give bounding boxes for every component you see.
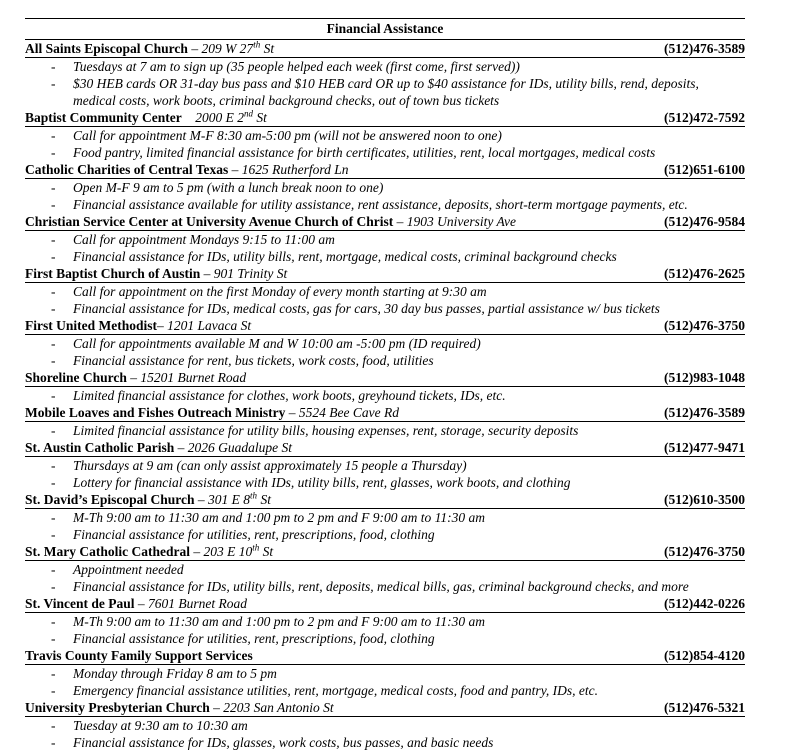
- bullet-item: [25, 248, 745, 265]
- address-ordinal-suffix: th: [253, 39, 261, 50]
- organization-header: [25, 699, 745, 717]
- bullet-item: [25, 526, 745, 543]
- organization-address: 15201 Burnet Road: [140, 370, 247, 385]
- organization-phone: (512)476-3750: [664, 318, 745, 333]
- bullet-item: [25, 300, 745, 317]
- organization-address: 1201 Lavaca St: [167, 318, 252, 333]
- organization-address: 2026 Guadalupe St: [187, 440, 293, 455]
- bullet-item: [25, 474, 745, 491]
- bullet-dash: -: [51, 180, 56, 195]
- organization-name: University Presbyterian Church: [25, 700, 210, 715]
- organization-phone: (512)651-6100: [664, 162, 745, 177]
- bullet-item: [25, 717, 745, 734]
- address-ordinal-suffix: th: [252, 542, 260, 553]
- organization-phone: (512)476-3750: [664, 544, 745, 559]
- organization-name: Shoreline Church: [25, 370, 127, 385]
- document-title-row: [25, 18, 745, 40]
- bullet-text: Tuesday at 9:30 am to 10:30 am: [73, 718, 248, 733]
- bullet-item: [25, 509, 745, 526]
- bullet-dash: -: [51, 232, 56, 247]
- bullet-text: Financial assistance for IDs, medical costs, gas for cars, 30 day bus passes, partial assistance w/ bus tickets: [73, 301, 660, 316]
- address-separator: –: [174, 440, 188, 455]
- organization-header: [25, 595, 745, 613]
- organization-entry: [25, 439, 745, 491]
- bullet-text: M-Th 9:00 am to 11:30 am and 1:00 pm to 2 pm and F 9:00 am to 11:30 am: [73, 510, 485, 525]
- organization-phone: (512)442-0226: [664, 596, 745, 611]
- organization-phone: (512)610-3500: [664, 492, 745, 507]
- organization-entry: [25, 404, 745, 439]
- bullet-dash: -: [51, 76, 56, 91]
- organization-name: St. Austin Catholic Parish: [25, 440, 175, 455]
- bullet-dash: -: [51, 336, 56, 351]
- bullet-dash: -: [51, 718, 56, 733]
- financial-assistance-document: [25, 18, 745, 751]
- organization-name: Travis County Family Support Services: [25, 648, 253, 663]
- bullet-text: Financial assistance available for utility assistance, rent assistance, deposits, short-term mortgage payments, etc.: [73, 197, 688, 212]
- organization-phone: (512)476-3589: [664, 41, 745, 56]
- bullet-dash: -: [51, 510, 56, 525]
- organization-header: [25, 439, 745, 457]
- organization-name: Mobile Loaves and Fishes Outreach Ministry: [25, 405, 286, 420]
- organization-name: St. David’s Episcopal Church: [25, 492, 195, 507]
- organization-header: [25, 40, 745, 58]
- title-top-rule: [25, 18, 745, 19]
- bullet-dash: -: [51, 475, 56, 490]
- organization-header: [25, 317, 745, 335]
- bullet-text: Limited financial assistance for utility bills, housing expenses, rent, storage, security deposits: [73, 423, 579, 438]
- bullet-text: Financial assistance for IDs, glasses, work costs, bus passes, and basic needs: [73, 735, 494, 750]
- bullet-text: Food pantry, limited financial assistance for birth certificates, utilities, rent, local mortgages, medical costs: [73, 145, 656, 160]
- bullet-text: Financial assistance for IDs, utility bills, rent, mortgage, medical costs, criminal background checks: [73, 249, 617, 264]
- organization-header: [25, 213, 745, 231]
- bullet-dash: -: [51, 614, 56, 629]
- organization-phone: (512)983-1048: [664, 370, 745, 385]
- organization-entry: [25, 265, 745, 317]
- bullet-item: [25, 578, 745, 595]
- organization-address: 901 Trinity St: [213, 266, 288, 281]
- organization-header: [25, 369, 745, 387]
- bullet-dash: -: [51, 631, 56, 646]
- organization-name: First United Methodist: [25, 318, 157, 333]
- address-separator: –: [126, 370, 141, 385]
- bullet-dash: -: [51, 579, 56, 594]
- bullet-text: Call for appointment M-F 8:30 am-5:00 pm (will not be answered noon to one): [73, 128, 502, 143]
- address-separator: –: [393, 214, 407, 229]
- bullet-item: [25, 561, 745, 578]
- bullet-text: Call for appointment on the first Monday of every month starting at 9:30 am: [73, 284, 487, 299]
- bullet-dash: -: [51, 683, 56, 698]
- organization-header: [25, 543, 745, 561]
- organization-entry: [25, 317, 745, 369]
- organization-header: [25, 491, 745, 509]
- bullet-dash: -: [51, 249, 56, 264]
- organization-header: [25, 404, 745, 422]
- organization-address: 203 E 10: [203, 544, 253, 559]
- organization-phone: (512)476-9584: [664, 214, 745, 229]
- organization-header: [25, 161, 745, 179]
- organization-phone: (512)476-2625: [664, 266, 745, 281]
- bullet-dash: -: [51, 666, 56, 681]
- bullet-item: [25, 682, 745, 699]
- address-separator: –: [189, 544, 204, 559]
- bullet-item: [25, 352, 745, 369]
- bullet-item: [25, 422, 745, 439]
- bullet-dash: -: [51, 527, 56, 542]
- bullet-text: Call for appointments available M and W 10:00 am -5:00 pm (ID required): [73, 336, 481, 351]
- organization-address: 5524 Bee Cave Rd: [298, 405, 399, 420]
- bullet-item: [25, 127, 745, 144]
- bullet-text: Financial assistance for utilities, rent, prescriptions, food, clothing: [73, 631, 435, 646]
- bullet-text: M-Th 9:00 am to 11:30 am and 1:00 pm to 2 pm and F 9:00 am to 11:30 am: [73, 614, 485, 629]
- bullet-dash: -: [51, 145, 56, 160]
- bullet-dash: -: [51, 562, 56, 577]
- address-separator: –: [194, 492, 209, 507]
- address-separator: –: [228, 162, 242, 177]
- bullet-dash: -: [51, 458, 56, 473]
- organization-header: [25, 265, 745, 283]
- bullet-dash: -: [51, 197, 56, 212]
- organization-phone: (512)476-3589: [664, 405, 745, 420]
- bullet-item: [25, 387, 745, 404]
- organization-name: All Saints Episcopal Church: [25, 41, 188, 56]
- organization-list: [25, 40, 745, 751]
- bullet-text: Emergency financial assistance utilities, rent, mortgage, medical costs, food and pantry, IDs, etc.: [73, 683, 599, 698]
- address-separator: –: [209, 700, 224, 715]
- address-separator: –: [285, 405, 299, 420]
- address-street-type: St: [259, 544, 274, 559]
- bullet-item: [25, 179, 745, 196]
- organization-entry: [25, 109, 745, 161]
- bullet-dash: -: [51, 353, 56, 368]
- document-title: Financial Assistance: [326, 21, 444, 36]
- organization-entry: [25, 543, 745, 595]
- bullet-text: Thursdays at 9 am (can only assist approximately 15 people a Thursday): [73, 458, 467, 473]
- bullet-dash: -: [51, 423, 56, 438]
- address-ordinal-suffix: nd: [244, 108, 253, 119]
- bullet-text: Open M-F 9 am to 5 pm (with a lunch break noon to one): [73, 180, 384, 195]
- bullet-item: [25, 58, 745, 75]
- organization-entry: [25, 491, 745, 543]
- organization-entry: [25, 161, 745, 213]
- bullet-item: [25, 457, 745, 474]
- organization-phone: (512)472-7592: [664, 110, 745, 125]
- bullet-text: Call for appointment Mondays 9:15 to 11:00 am: [73, 232, 335, 247]
- bullet-dash: -: [51, 388, 56, 403]
- address-separator: [182, 110, 196, 125]
- organization-header: [25, 647, 745, 665]
- organization-phone: (512)476-5321: [664, 700, 745, 715]
- address-separator: –: [157, 318, 168, 333]
- organization-name: First Baptist Church of Austin: [25, 266, 201, 281]
- bullet-text: Financial assistance for utilities, rent, prescriptions, food, clothing: [73, 527, 435, 542]
- address-street-type: St: [260, 41, 275, 56]
- bullet-dash: -: [51, 735, 56, 750]
- organization-entry: [25, 213, 745, 265]
- bullet-item: [25, 630, 745, 647]
- organization-address: 209 W 27: [201, 41, 254, 56]
- bullet-dash: -: [51, 128, 56, 143]
- bullet-continuation-text: medical costs, work boots, criminal background checks, out of town bus tickets: [73, 93, 500, 108]
- bullet-dash: -: [51, 284, 56, 299]
- bullet-text: Tuesdays at 7 am to sign up (35 people helped each week (first come, first served)): [73, 59, 520, 74]
- organization-address: 1903 University Ave: [406, 214, 516, 229]
- organization-name: St. Vincent de Paul: [25, 596, 135, 611]
- bullet-text: Financial assistance for IDs, utility bills, rent, deposits, medical bills, gas, criminal background checks, and more: [73, 579, 689, 594]
- bullet-text: Monday through Friday 8 am to 5 pm: [73, 666, 277, 681]
- organization-phone: (512)854-4120: [664, 648, 745, 663]
- bullet-item: [25, 613, 745, 630]
- organization-entry: [25, 595, 745, 647]
- bullet-item: [25, 335, 745, 352]
- bullet-item: [25, 665, 745, 682]
- address-street-type: St: [253, 110, 267, 125]
- organization-address: 1625 Rutherford Ln: [241, 162, 349, 177]
- bullet-item: [25, 196, 745, 213]
- organization-entry: [25, 369, 745, 404]
- organization-name: St. Mary Catholic Cathedral: [25, 544, 190, 559]
- bullet-text: $30 HEB cards OR 31-day bus pass and $10 HEB card OR up to $40 assistance for IDs, utility bills, rend, deposits,: [73, 76, 699, 91]
- organization-name: Christian Service Center at University Avenue Church of Christ: [25, 214, 394, 229]
- bullet-item: [25, 734, 745, 751]
- address-ordinal-suffix: th: [250, 490, 258, 501]
- organization-address: 7601 Burnet Road: [148, 596, 248, 611]
- bullet-dash: -: [51, 59, 56, 74]
- address-separator: –: [187, 41, 202, 56]
- organization-address: 2000 E 2: [195, 110, 244, 125]
- bullet-item: [25, 283, 745, 300]
- organization-phone: (512)477-9471: [664, 440, 745, 455]
- organization-address: 2203 San Antonio St: [223, 700, 334, 715]
- bullet-item: [25, 231, 745, 248]
- bullet-text: Limited financial assistance for clothes, work boots, greyhound tickets, IDs, etc.: [73, 388, 506, 403]
- bullet-item: [25, 75, 745, 92]
- organization-entry: [25, 647, 745, 699]
- bullet-dash: -: [51, 301, 56, 316]
- organization-name: Catholic Charities of Central Texas: [25, 162, 229, 177]
- bullet-item: [25, 144, 745, 161]
- bullet-text: Financial assistance for rent, bus tickets, work costs, food, utilities: [73, 353, 434, 368]
- address-separator: –: [134, 596, 149, 611]
- organization-entry: [25, 40, 745, 109]
- bullet-text: Lottery for financial assistance with IDs, utility bills, rent, glasses, work boots, and clothing: [73, 475, 571, 490]
- organization-entry: [25, 699, 745, 751]
- address-separator: –: [200, 266, 214, 281]
- organization-name: Baptist Community Center: [25, 110, 182, 125]
- organization-header: [25, 109, 745, 127]
- address-street-type: St: [257, 492, 271, 507]
- bullet-text: Appointment needed: [73, 562, 184, 577]
- organization-address: 301 E 8: [208, 492, 251, 507]
